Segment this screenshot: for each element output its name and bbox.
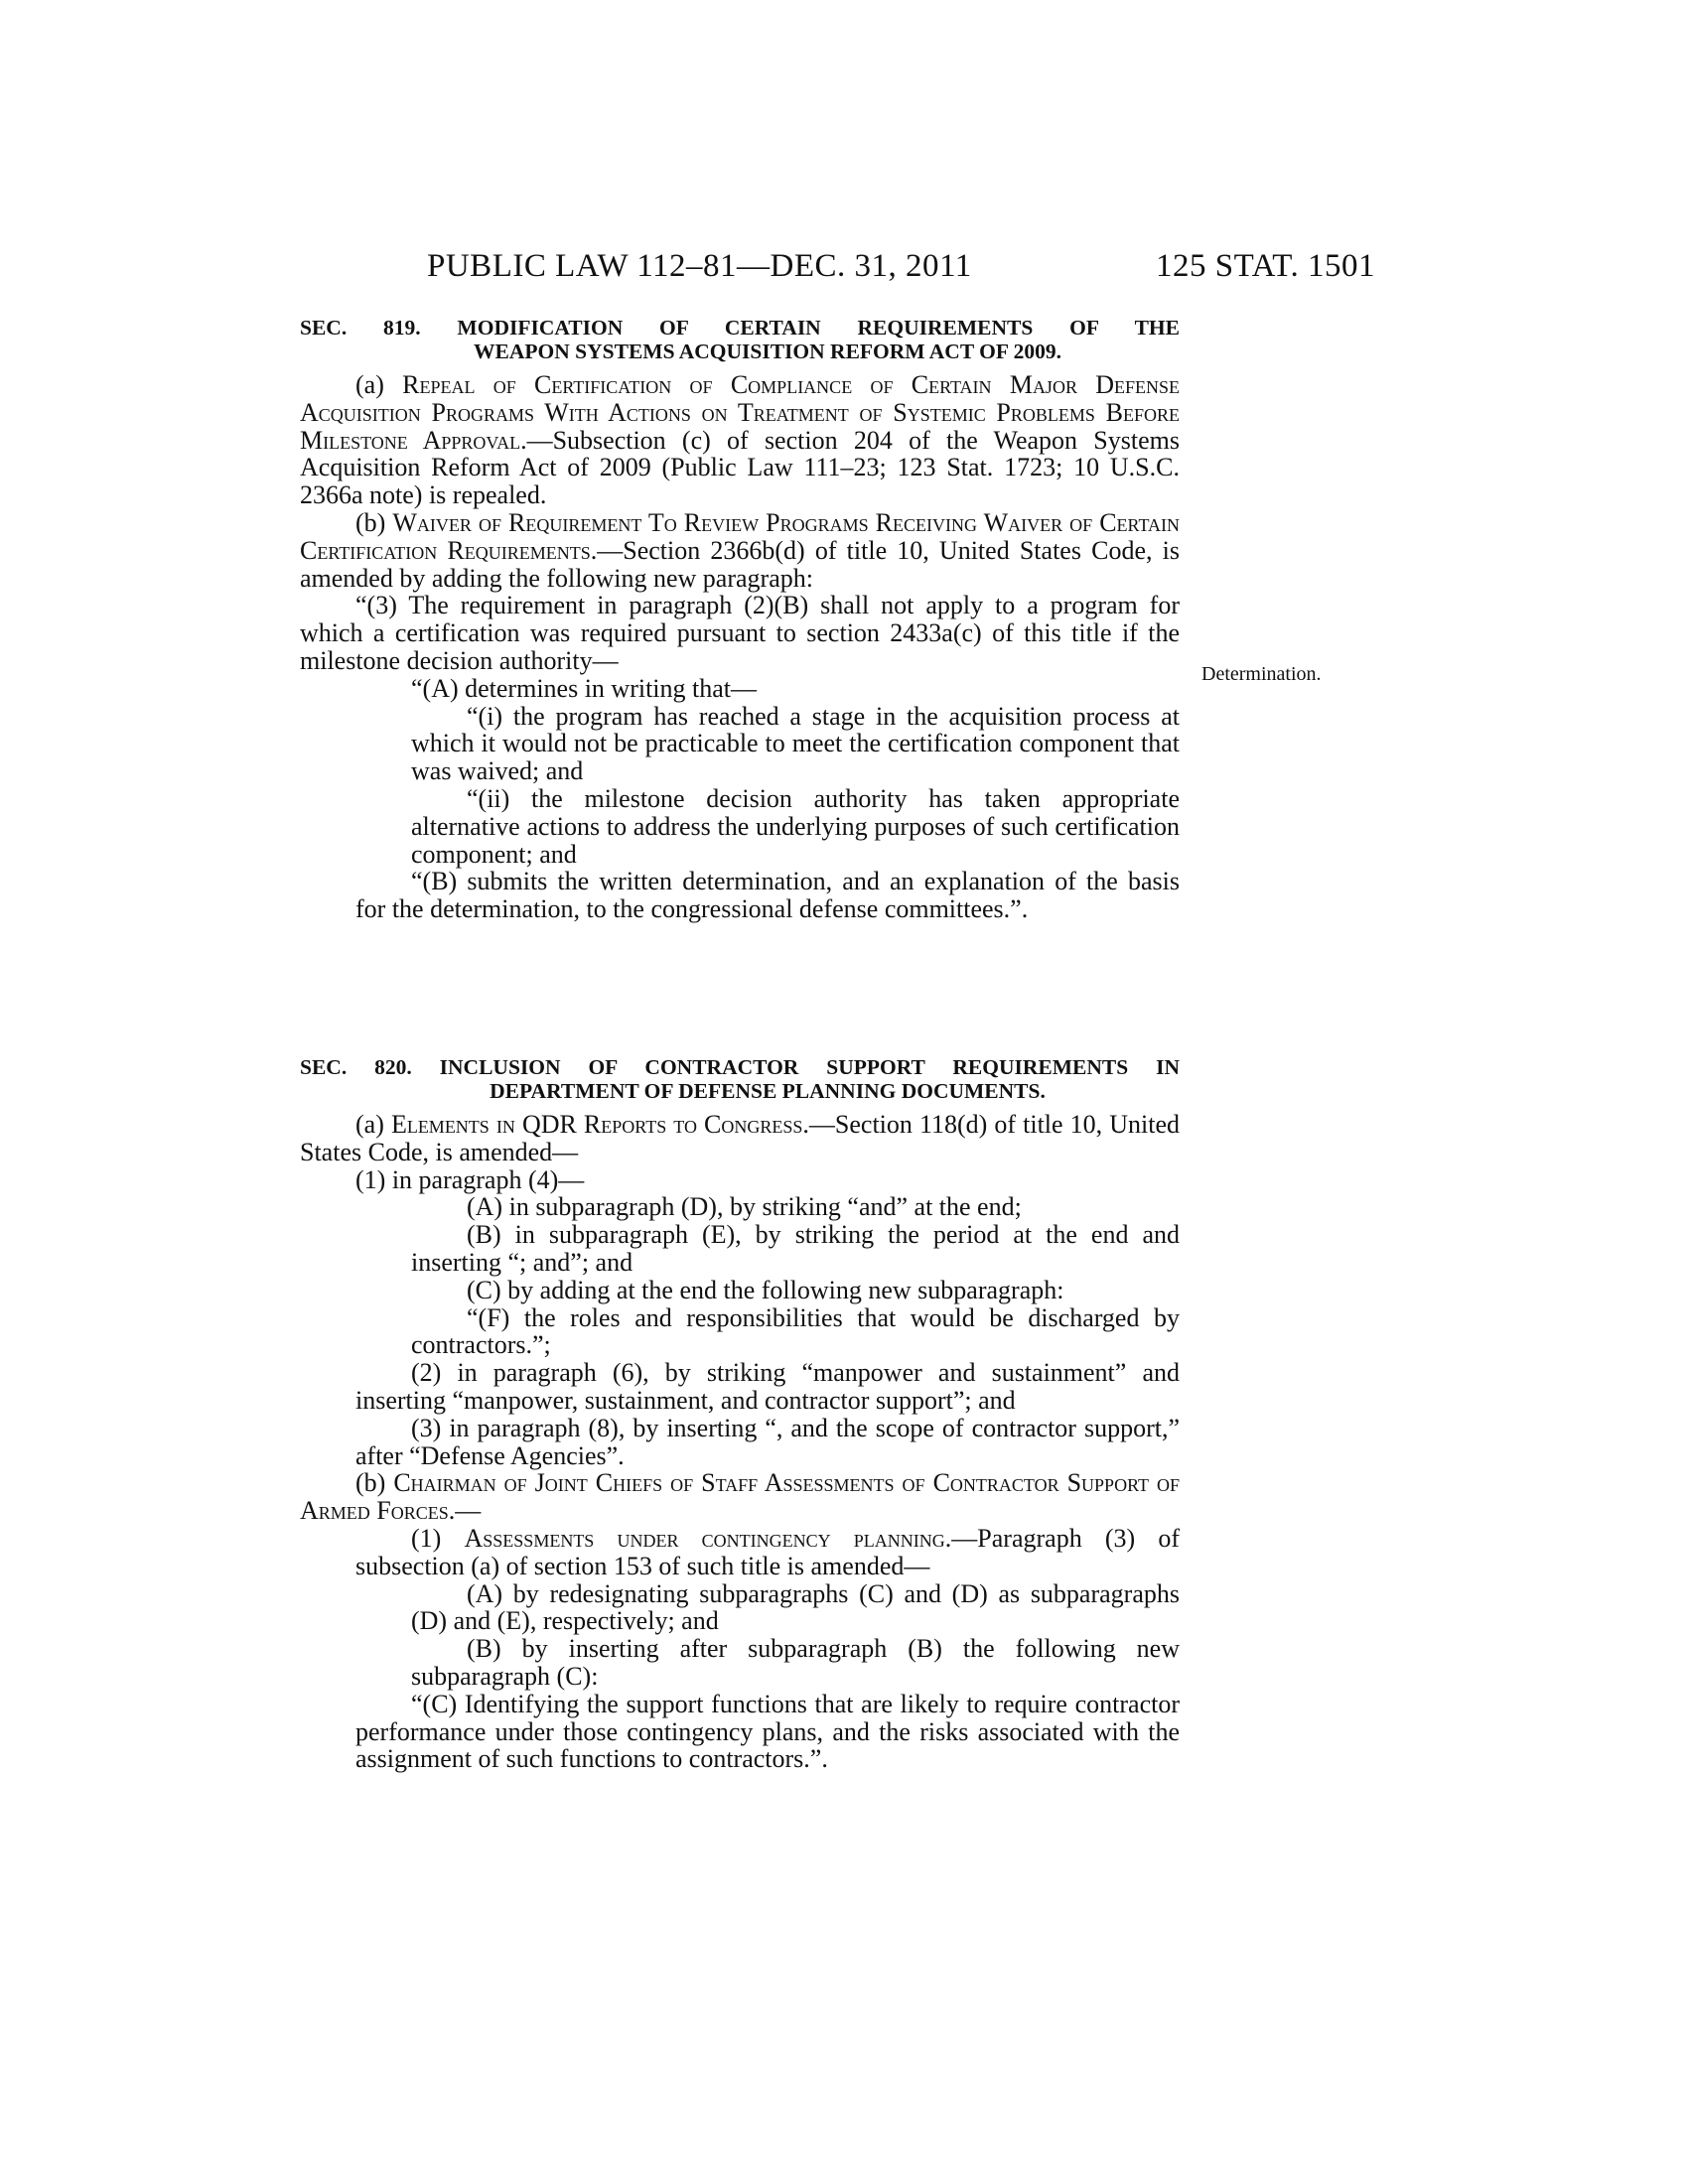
- margin-note: Determination.: [1201, 663, 1322, 685]
- section-819-heading: SEC. 819. MODIFICATION OF CERTAIN REQUIREMENTS OF THE WEAPON SYSTEMS ACQUISITION REFORM ACT OF 2009.: [300, 316, 1180, 363]
- subsection-b: (b) Chairman of Joint Chiefs of Staff Assessments of Contractor Support of Armed Forces.—: [300, 1468, 1180, 1526]
- subparagraph-b1A: (A) by redesignating subparagraphs (C) and (D) as subparagraphs (D) and (E), respectively; and: [411, 1578, 1180, 1636]
- subparagraph-F: “(F) the roles and responsibilities that would be discharged by contractors.”;: [411, 1302, 1180, 1360]
- paragraph-1: (1) in paragraph (4)—: [355, 1164, 585, 1194]
- subparagraph-A: (A) in subparagraph (D), by striking “and” at the end;: [467, 1192, 1022, 1222]
- subparagraph-B: (B) in subparagraph (E), by striking the period at the end and inserting “; and”; and: [411, 1220, 1180, 1277]
- subparagraph-B: “(B) submits the written determination, and an explanation of the basis for the determination, to the congressional defense committees.”.: [355, 867, 1180, 924]
- paragraph-2: (2) in paragraph (6), by striking “manpower and sustainment” and inserting “manpower, sustainment, and contractor support”; and: [355, 1358, 1180, 1415]
- running-title: PUBLIC LAW 112–81—DEC. 31, 2011: [427, 248, 972, 284]
- subparagraph-A: “(A) determines in writing that—: [411, 673, 758, 703]
- subparagraph-b1C: “(C) Identifying the support functions that are likely to require contractor performance under those contingency plans, and the risks associated with the assignment of such functions to contractors.”.: [355, 1689, 1180, 1774]
- paragraph-3: “(3) The requirement in paragraph (2)(B) shall not apply to a program for which a certification was required pursuant to section 2433a(c) of this title if the milestone decision authority—: [300, 591, 1180, 675]
- subparagraph-b1B: (B) by inserting after subparagraph (B) the following new subparagraph (C):: [411, 1634, 1180, 1691]
- subsection-a: (a) Repeal of Certification of Compliance of Certain Major Defense Acquisition Programs With Actions on Treatment of Systemic Problems Before Milestone Approval.—Subsection (c) of section 204 of the Weapon Systems Acquisition Reform Act of 2009 (Public Law 111–23; 123 Stat. 1723; 10 U.S.C. 2366a note) is repealed.: [300, 370, 1181, 510]
- subsection-a: (a) Elements in QDR Reports to Congress.—Section 118(d) of title 10, United States Code, is amended—: [300, 1110, 1180, 1166]
- clause-ii: “(ii) the milestone decision authority has taken appropriate alternative actions to address the underlying purposes of such certification component; and: [411, 783, 1180, 869]
- paragraph-3: (3) in paragraph (8), by inserting “, and the scope of contractor support,” after “Defense Agencies”.: [355, 1413, 1180, 1470]
- paragraph-b1: (1) Assessments under contingency planning.—Paragraph (3) of subsection (a) of section 153 of such title is amended—: [355, 1523, 1180, 1580]
- subsection-b: (b) Waiver of Requirement To Review Programs Receiving Waiver of Certain Certification Requirements.—Section 2366b(d) of title 10, United States Code, is amended by adding the following new paragraph:: [300, 507, 1181, 593]
- clause-i: “(i) the program has reached a stage in the acquisition process at which it would not be practicable to meet the certification component that was waived; and: [411, 701, 1180, 786]
- subparagraph-C: (C) by adding at the end the following new subparagraph:: [467, 1275, 1064, 1304]
- page-header: [298, 248, 1375, 288]
- section-820: [300, 1055, 1180, 1773]
- section-820-heading: SEC. 820. INCLUSION OF CONTRACTOR SUPPORT REQUIREMENTS IN DEPARTMENT OF DEFENSE PLANNING DOCUMENTS.: [300, 1055, 1180, 1103]
- section-819: [300, 316, 1180, 923]
- statute-page-number: 125 STAT. 1501: [1155, 248, 1375, 284]
